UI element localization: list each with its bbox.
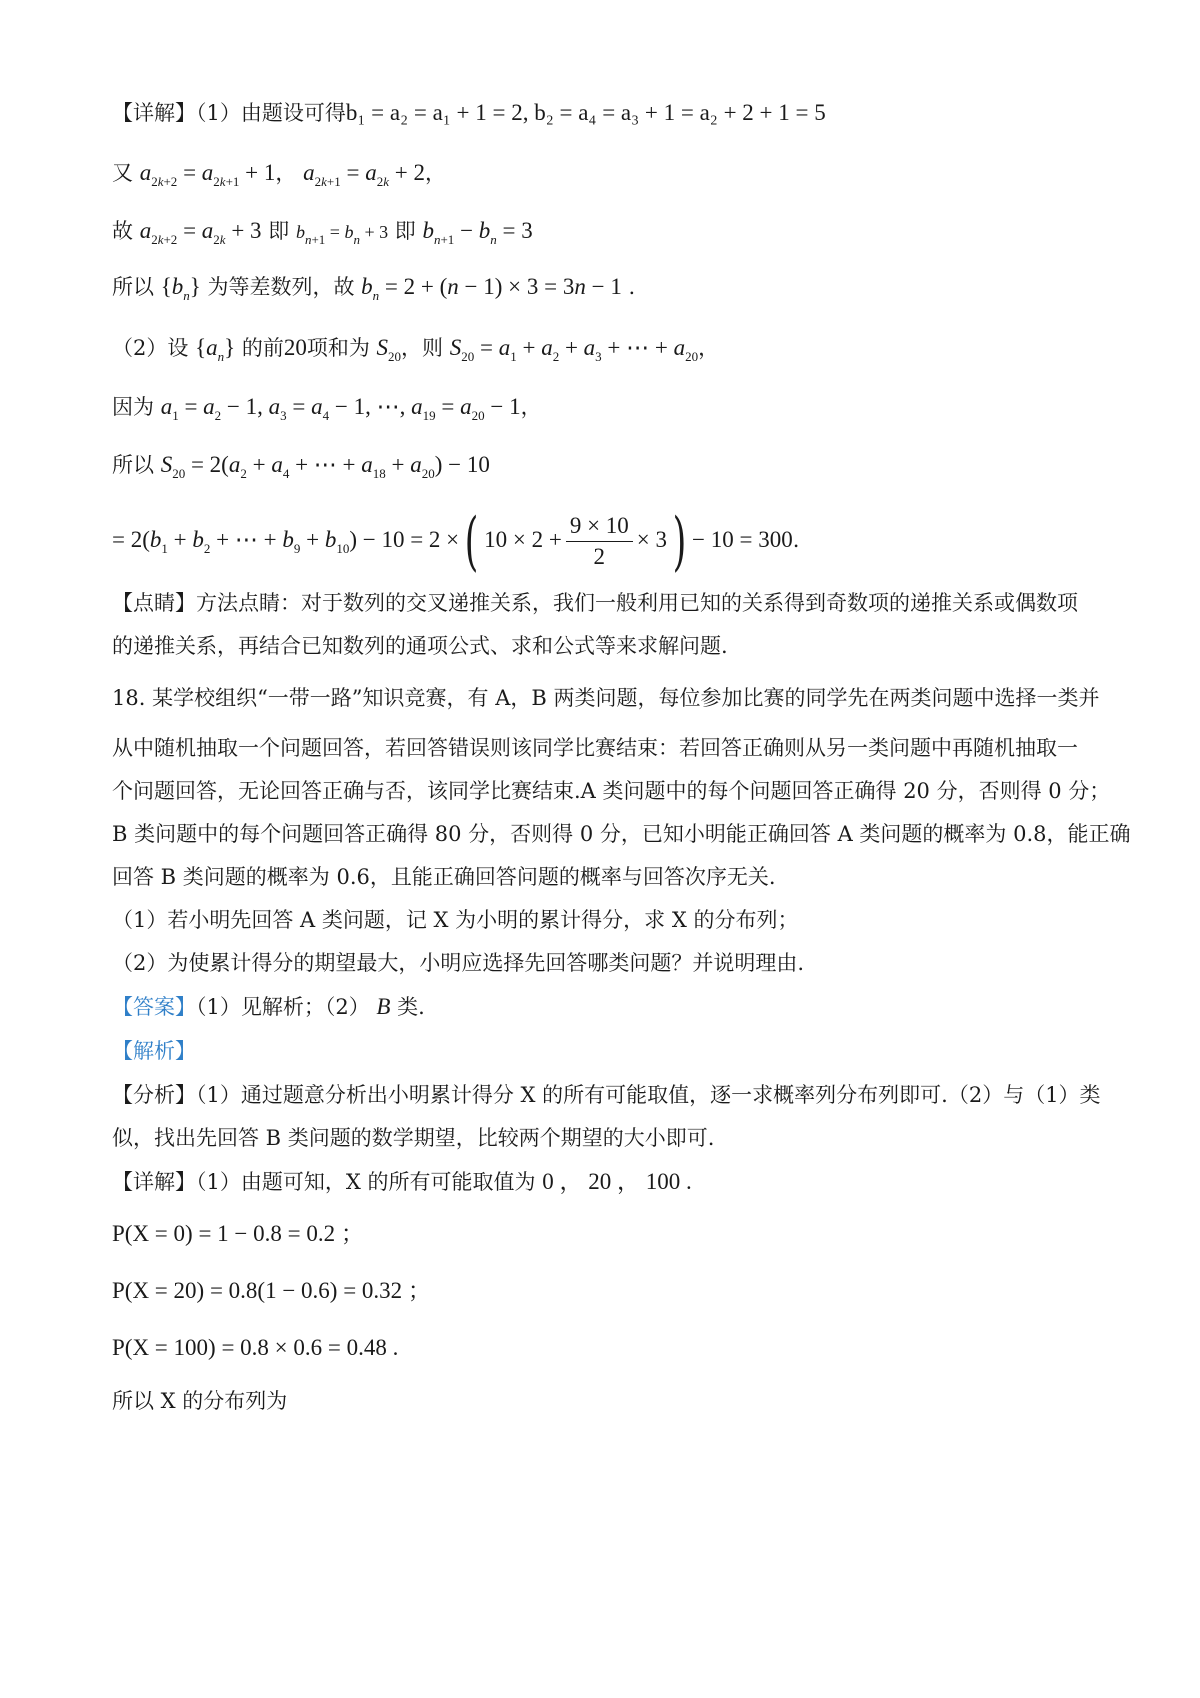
recurrence-derived-line: 故 $a_{2k+2} = a_{2k} + 3$ 即 $b_{n+1} = b_n + 3$ 即 $b_{n+1} - b_n = 3$ bbox=[112, 218, 533, 247]
recurrence-1: $a_{2k+2} = a_{2k+1} + 1$ bbox=[139, 160, 276, 189]
recurrence-line: 又 $a_{2k+2} = a_{2k+1} + 1$， $a_{2k+1} = a_{2k} + 2$， bbox=[112, 160, 446, 189]
arith-seq-line: 所以 $\{b_n\}$ 为等差数列，故 $b_n = 2 + (n - 1) \times 3 = 3n - 1$ . bbox=[112, 274, 636, 303]
q18-line-2: 从中随机抽取一个问题回答，若回答错误则该同学比赛结束：若回答正确则从另一类问题中再随机抽取一 bbox=[112, 736, 1078, 760]
q18-sub-1: （1）若小明先回答 A 类问题，记 X 为小明的累计得分，求 X 的分布列； bbox=[112, 908, 799, 932]
analysis-line-2: 似，找出先回答 B 类问题的数学期望，比较两个期望的大小即可. bbox=[112, 1126, 715, 1150]
recurrence-2: $a_{2k+1} = a_{2k} + 2$ bbox=[303, 160, 425, 189]
sum-result-line: = $2(b_1 + b_2$ + ⋯ + $b_9 + b_{10}) - 10 = 2$ ×( 10 × 2 + $\frac{9 \times 10}{2}$ × 3) − 10 = 300. bbox=[112, 504, 800, 579]
fraction-9x10-over-2: $\frac{9 \times 10}{2}$ bbox=[566, 511, 633, 572]
answer-line: 【答案】（1）见解析；（2） B 类. bbox=[112, 994, 425, 1019]
equation-b1-b2: b₁ = a₂ = a₁ + 1 = 2, b₂ = a₄ = a₃ + 1 = a₂ + 2 + 1 = 5 bbox=[345, 100, 826, 125]
prob-x-20: P(X = 20) = 0.8(1 − 0.6) = 0.32 ； bbox=[112, 1278, 431, 1303]
sum-line: 所以 $S_{20} = 2(a_2 + a_4$ + ⋯ + $a_{18} + a_{20}) - 10$ bbox=[112, 452, 490, 481]
distribution-intro: 所以 X 的分布列为 bbox=[112, 1389, 288, 1413]
detail-heading: 【详解】（1）由题设可得 bbox=[112, 101, 346, 125]
analysis-label: 【解析】 bbox=[112, 1039, 196, 1063]
prob-x-100: P(X = 100) = 0.8 × 0.6 = 0.48 . bbox=[112, 1335, 399, 1360]
part2-line: （2）设 $\{a_n\}$ 的前20项和为 $S_{20}$，则 $S_{20} = a_1 + a_2 + a_3$ + ⋯ + $a_{20}$， bbox=[112, 335, 720, 364]
q18-line-1: 18. 某学校组织“一带一路”知识竞赛，有 A，B 两类问题，每位参加比赛的同学先在两类问题中选择一类并 bbox=[112, 686, 1100, 710]
q18-sub-2: （2）为使累计得分的期望最大，小明应选择先回答哪类问题？并说明理由. bbox=[112, 951, 805, 975]
analysis-line-1: 【分析】（1）通过题意分析出小明累计得分 X 的所有可能取值，逐一求概率列分布列即可.（2）与（1）类 bbox=[112, 1083, 1101, 1107]
q18-line-4: B 类问题中的每个问题回答正确得 80 分，否则得 0 分，已知小明能正确回答 A 类问题的概率为 0.8，能正确 bbox=[112, 822, 1131, 846]
answer-label: 【答案】 bbox=[112, 995, 196, 1019]
q18-line-5: 回答 B 类问题的概率为 0.6，且能正确回答问题的概率与回答次序无关. bbox=[112, 865, 776, 889]
note-line-1: 【点睛】方法点睛：对于数列的交叉递推关系，我们一般利用已知的关系得到奇数项的递推关系或偶数项 bbox=[112, 591, 1078, 615]
detail2-line: 【详解】（1）由题可知，X 的所有可能取值为 0 ， 20 ， 100 . bbox=[112, 1169, 692, 1194]
prob-x-0: P(X = 0) = 1 − 0.8 = 0.2 ； bbox=[112, 1221, 364, 1246]
note-line-2: 的递推关系，再结合已知数列的通项公式、求和公式等来求解问题. bbox=[112, 634, 728, 658]
q18-line-3: 个问题回答，无论回答正确与否，该同学比赛结束.A 类问题中的每个问题回答正确得 20 分，否则得 0 分； bbox=[112, 779, 1111, 803]
because-line: 因为 $a_1 = a_2 - 1$, $a_3 = a_4 - 1$, ⋯, $a_{19} = a_{20} - 1$， bbox=[112, 394, 542, 423]
detail-line-1 bbox=[112, 98, 1110, 128]
